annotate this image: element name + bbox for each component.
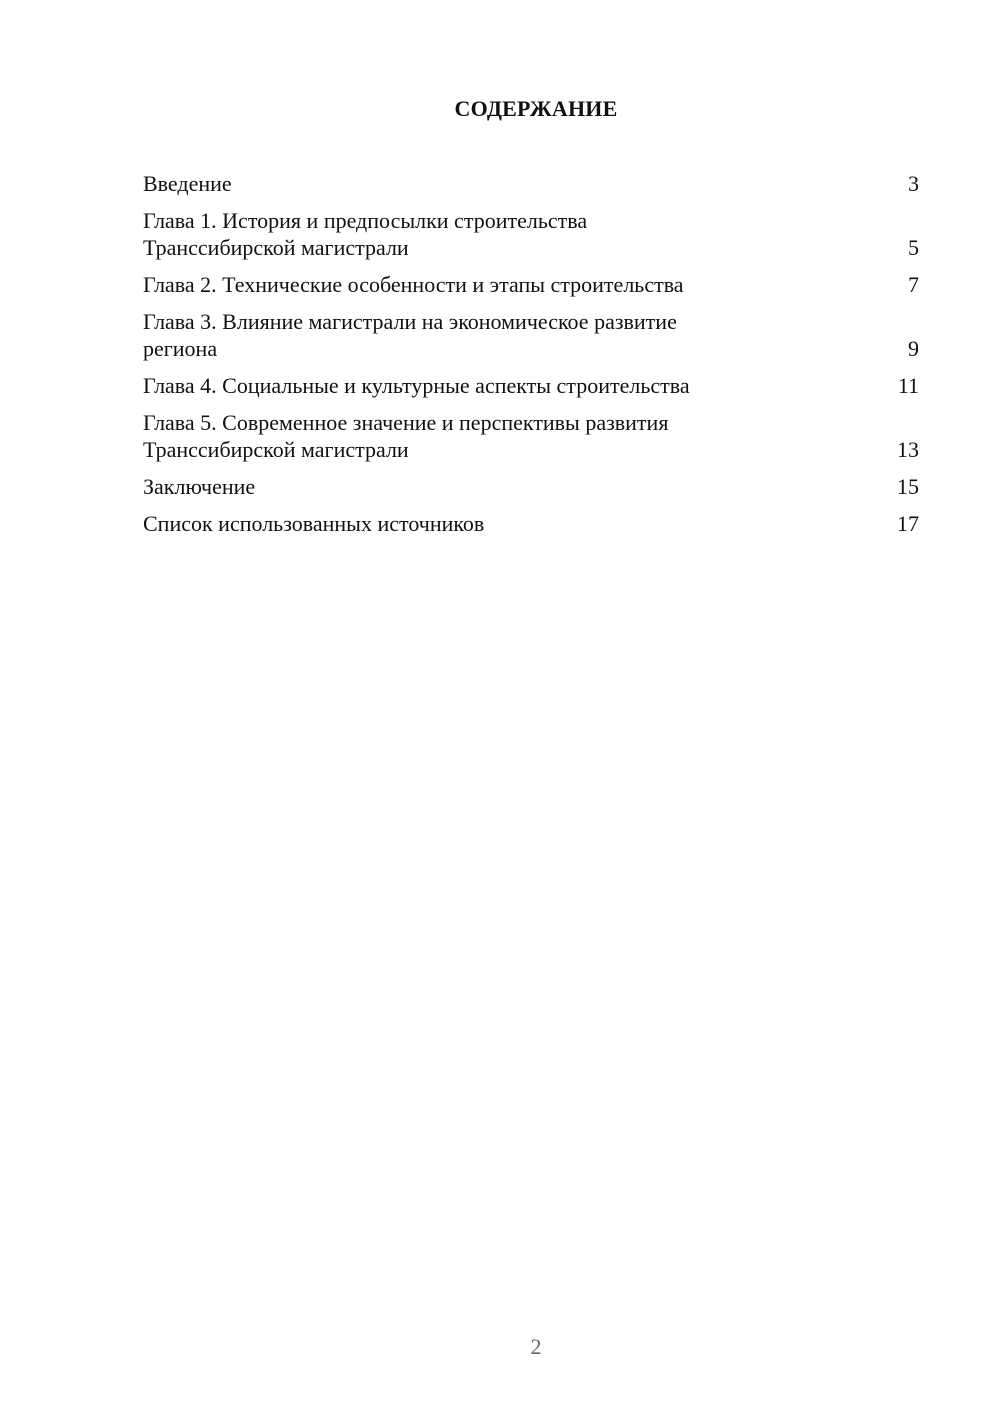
toc-entry-label: Введение	[143, 171, 232, 196]
toc-entry-introduction	[143, 170, 919, 197]
toc-entry-conclusion	[143, 473, 919, 500]
toc-entry-label: Глава 1. История и предпосылки строительства Транссибирской магистрали	[143, 208, 588, 260]
page-number: 2	[530, 1334, 542, 1359]
toc-entry-page: 9	[908, 336, 919, 361]
toc-entry-chapter-3	[143, 308, 919, 362]
toc-entry-chapter-5	[143, 409, 919, 463]
toc-entry-page: 7	[908, 272, 919, 297]
toc-entry-page: 3	[908, 171, 919, 196]
toc-entry-label: Глава 2. Технические особенности и этапы строительства	[143, 272, 684, 297]
toc-entry-label: Глава 3. Влияние магистрали на экономическое развитие региона	[143, 309, 677, 361]
toc-entry-label: Список использованных источников	[143, 511, 485, 536]
toc-entry-label: Глава 4. Социальные и культурные аспекты строительства	[143, 373, 690, 398]
toc-entry-chapter-2	[143, 271, 919, 298]
toc-entry-page: 5	[908, 235, 919, 260]
toc-entry-label: Глава 5. Современное значение и перспективы развития Транссибирской магистрали	[143, 410, 669, 462]
table-of-contents	[143, 170, 919, 547]
page-title: СОДЕРЖАНИЕ	[454, 96, 618, 121]
toc-entry-chapter-1	[143, 207, 919, 261]
toc-entry-page: 11	[897, 373, 919, 398]
toc-entry-references	[143, 510, 919, 537]
toc-entry-page: 15	[897, 474, 919, 499]
toc-entry-page: 17	[897, 511, 919, 536]
toc-entry-chapter-4	[143, 372, 919, 399]
toc-entry-label: Заключение	[143, 474, 256, 499]
toc-entry-page: 13	[897, 437, 919, 462]
